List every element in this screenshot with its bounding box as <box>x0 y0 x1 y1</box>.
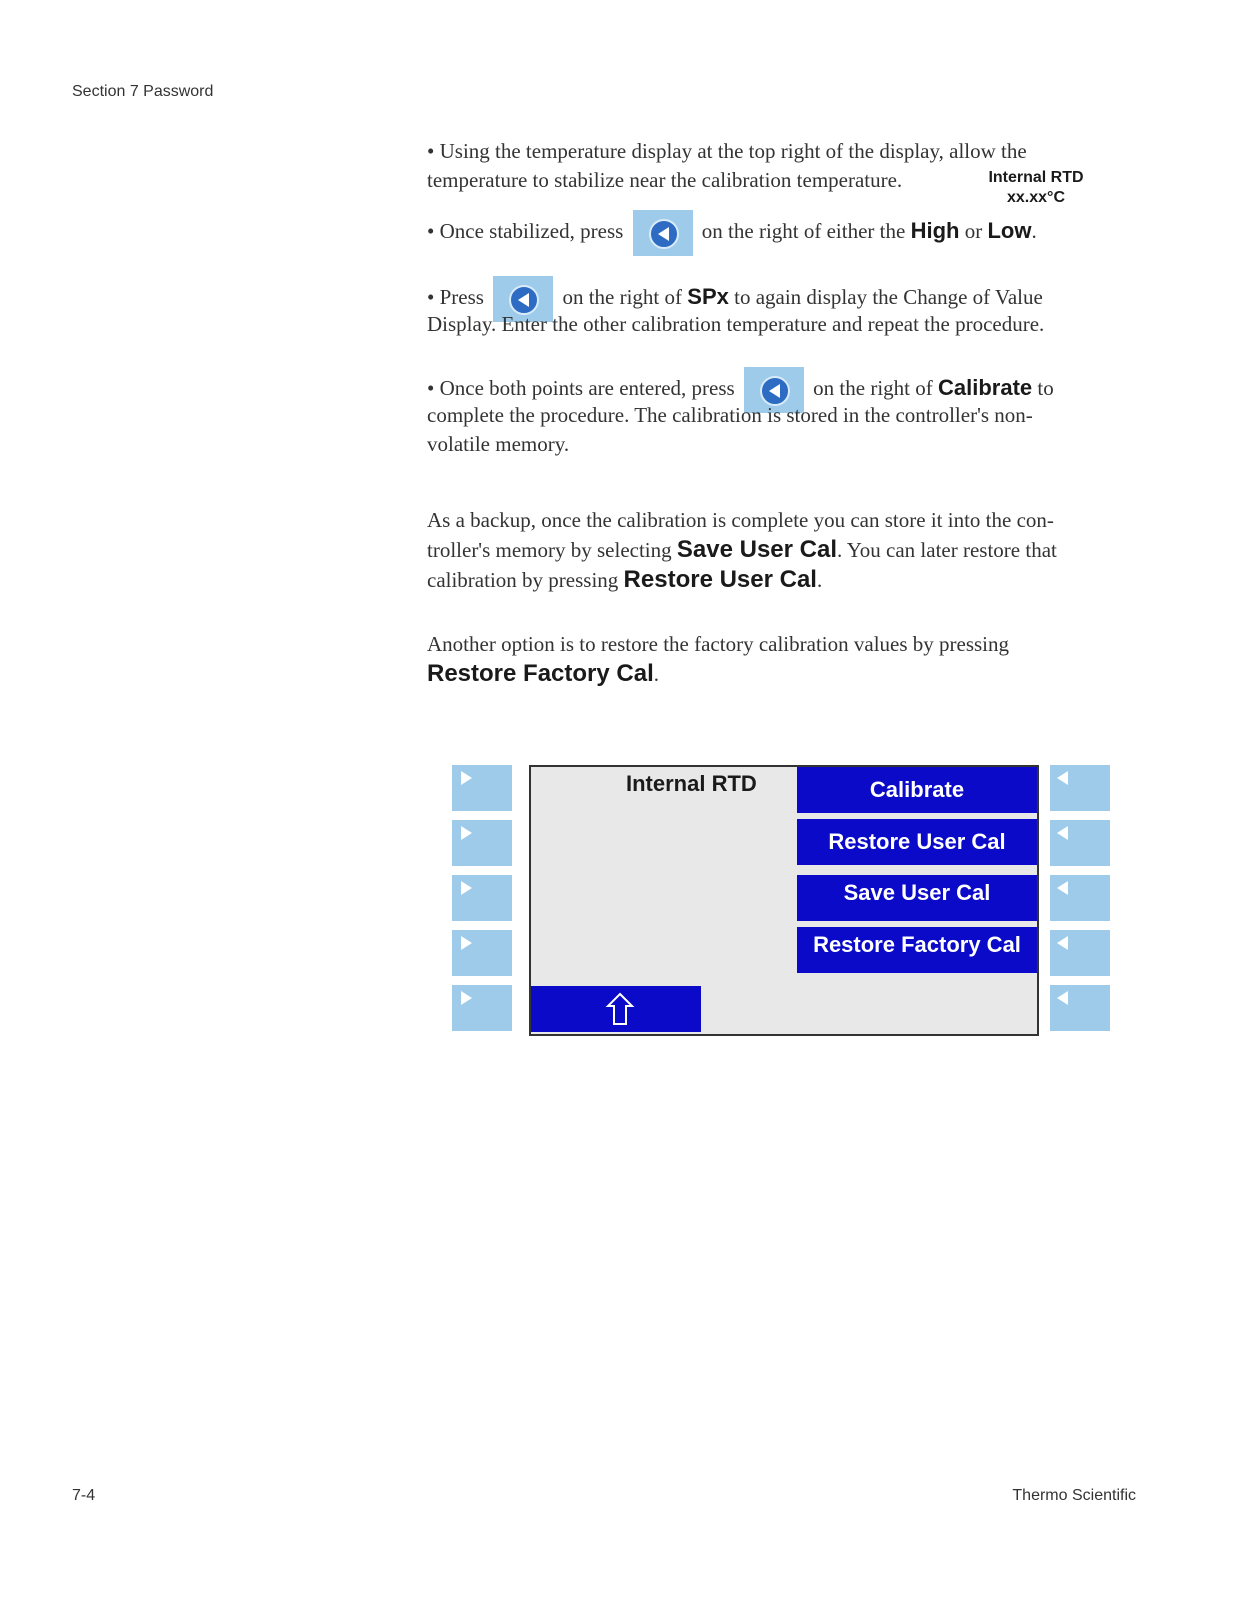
left-arrow-icon <box>509 285 539 315</box>
home-button[interactable] <box>531 986 701 1032</box>
p4-calibrate: Calibrate <box>937 375 1033 400</box>
page-number: 7-4 <box>72 1487 96 1504</box>
p5-restore-user-cal: Restore User Cal <box>623 566 817 593</box>
left-side-button-1[interactable] <box>452 765 512 811</box>
section-header: Section 7 Password <box>72 83 214 100</box>
paragraph-backup <box>427 505 1127 595</box>
right-side-button-4[interactable] <box>1050 930 1110 976</box>
footer-brand: Thermo Scientific <box>1012 1487 1136 1504</box>
p2-text-mid: on the right of either the <box>701 219 906 243</box>
right-side-button-2[interactable] <box>1050 820 1110 866</box>
p5-text-pre2: troller's memory by selecting <box>427 538 672 562</box>
p4-text-post: to <box>1037 376 1054 400</box>
menu-restore-factory-cal[interactable]: Restore Factory Cal <box>797 927 1037 973</box>
p4-line3: volatile memory. <box>427 432 570 457</box>
right-side-button-1[interactable] <box>1050 765 1110 811</box>
p6-line1: Another option is to restore the factory calibration values by pressing <box>427 632 1010 656</box>
p4-text-mid: on the right of <box>813 376 933 400</box>
left-side-button-3[interactable] <box>452 875 512 921</box>
p5-save-user-cal: Save User Cal <box>676 536 837 563</box>
p3-text-post: to again display the Change of Value <box>734 285 1043 309</box>
p2-text-pre: • Once stabilized, press <box>427 219 624 243</box>
p2-low: Low <box>987 218 1032 243</box>
left-side-button-4[interactable] <box>452 930 512 976</box>
left-arrow-icon <box>649 219 679 249</box>
menu-restore-user-cal[interactable]: Restore User Cal <box>797 819 1037 865</box>
paragraph-both-points <box>427 364 1127 471</box>
p3-text-mid: on the right of <box>562 285 683 309</box>
left-side-button-2[interactable] <box>452 820 512 866</box>
p5-end: . <box>816 568 823 592</box>
p2-or: or <box>964 219 983 243</box>
p1-line2: temperature to stabilize near the calibration temperature. <box>427 168 903 192</box>
right-side-button-3[interactable] <box>1050 875 1110 921</box>
paragraph-once-stabilized <box>427 207 1127 256</box>
p5-text-post2: . You can later restore that <box>837 538 1057 562</box>
home-arrow-icon <box>605 992 635 1026</box>
right-side-button-5[interactable] <box>1050 985 1110 1031</box>
left-side-button-5[interactable] <box>452 985 512 1031</box>
p2-high: High <box>910 218 960 243</box>
p2-end: . <box>1031 219 1037 243</box>
paragraph-factory <box>427 630 1127 689</box>
menu-save-user-cal[interactable]: Save User Cal <box>797 875 1037 921</box>
p6-restore-factory-cal: Restore Factory Cal <box>427 660 654 687</box>
rtd-value: xx.xx°C <box>1007 189 1065 206</box>
rtd-label: Internal RTD <box>988 169 1084 186</box>
p3-text-pre: • Press <box>427 285 484 309</box>
screen-title: Internal RTD <box>626 771 757 796</box>
p3-spx: SPx <box>687 284 729 309</box>
p5-line1: As a backup, once the calibration is complete you can store it into the con- <box>427 508 1054 532</box>
menu-calibrate[interactable]: Calibrate <box>797 767 1037 813</box>
p3-line2: Display. Enter the other calibration temperature and repeat the procedure. <box>427 312 1045 337</box>
controller-screen <box>529 765 1039 1036</box>
left-arrow-icon <box>760 376 790 406</box>
p5-text-pre3: calibration by pressing <box>427 568 619 592</box>
left-arrow-button-inline <box>633 210 693 256</box>
p4-line2: complete the procedure. The calibration is stored in the controller's non- <box>427 403 1033 428</box>
p6-end: . <box>653 662 659 686</box>
p1-line1: • Using the temperature display at the top right of the display, allow the <box>427 139 1027 163</box>
rtd-temperature-display <box>980 168 1092 208</box>
paragraph-press-spx <box>427 273 1127 351</box>
p4-text-pre: • Once both points are entered, press <box>427 376 735 400</box>
